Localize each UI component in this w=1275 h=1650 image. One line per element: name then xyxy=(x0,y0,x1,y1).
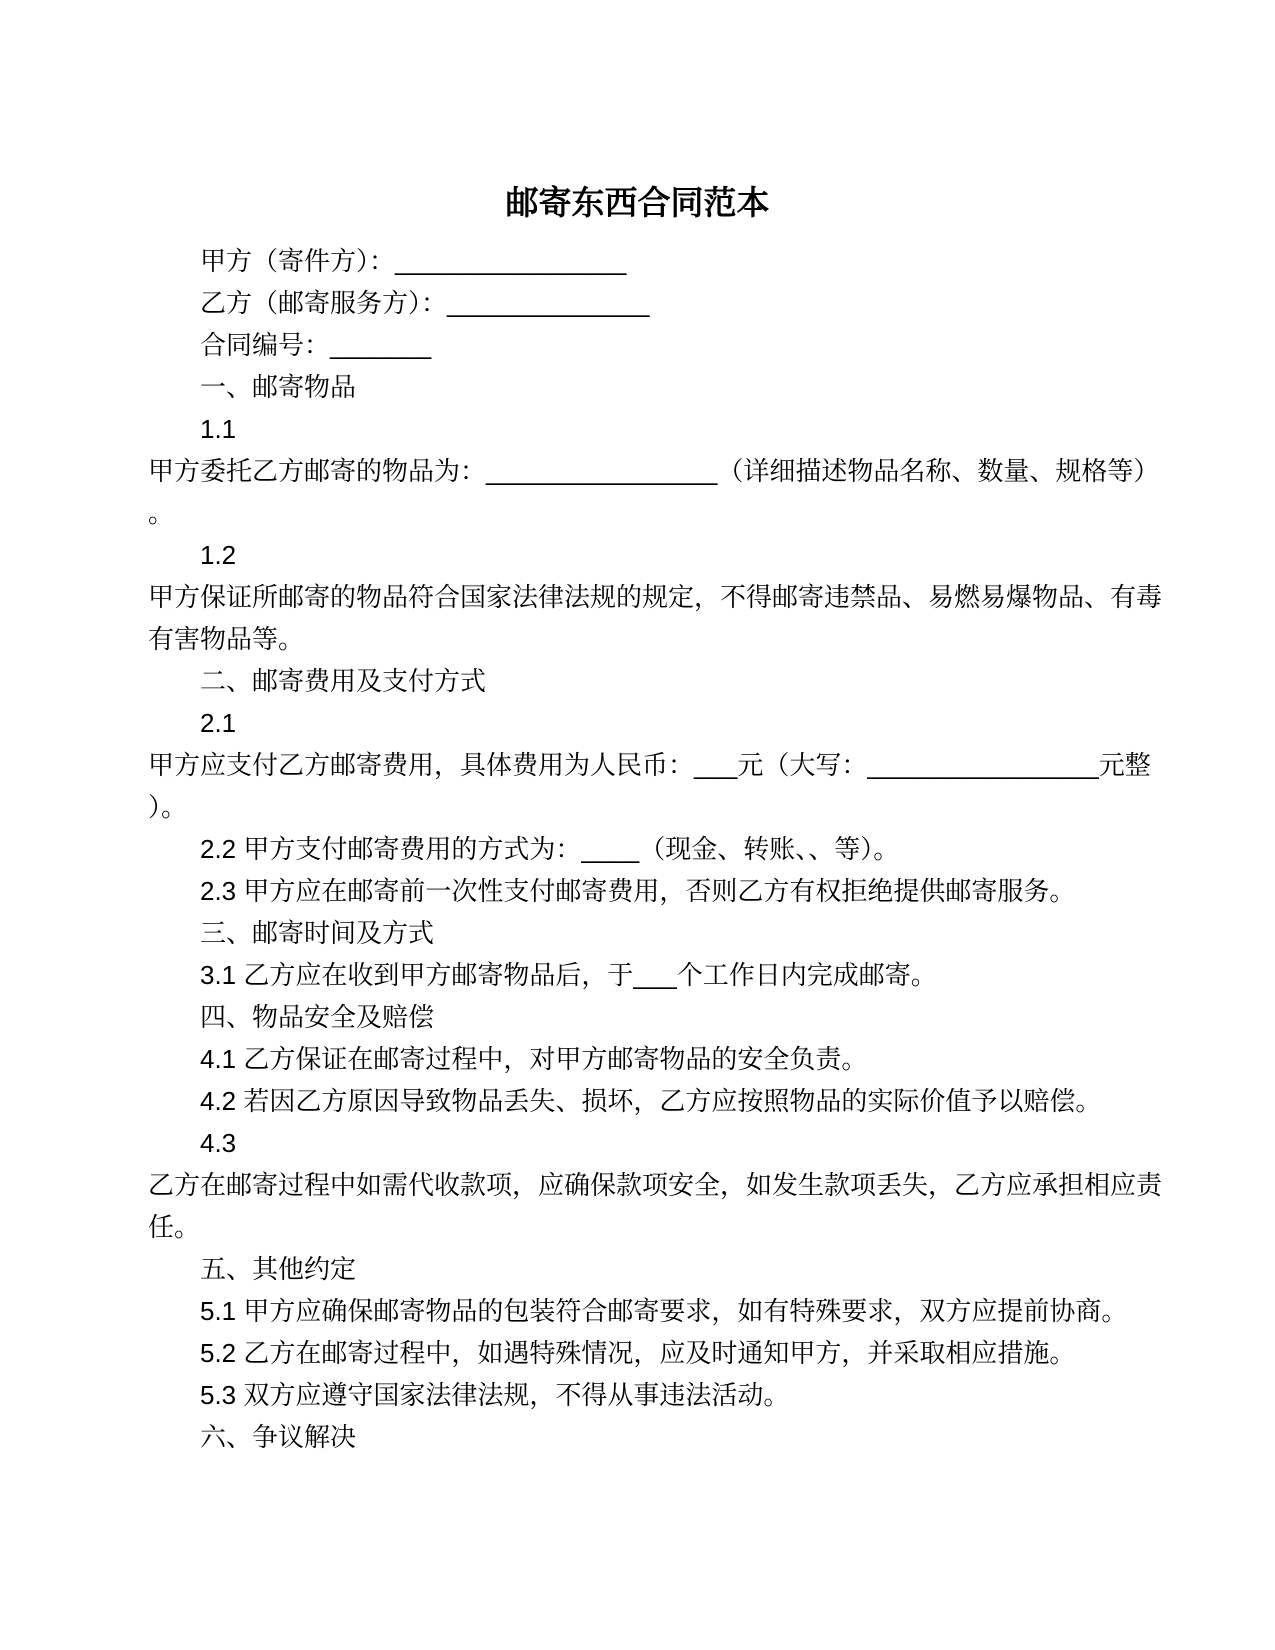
text-line: 5.3 双方应遵守国家法律法规，不得从事违法活动。 xyxy=(200,1380,790,1410)
text-line: 3.1 乙方应在收到甲方邮寄物品后，于___个工作日内完成邮寄。 xyxy=(200,960,937,990)
text-line: 一、邮寄物品 xyxy=(200,372,357,402)
text-line: 乙方（邮寄服务方）：______________ xyxy=(200,288,650,318)
text-line: 2.2 甲方支付邮寄费用的方式为：____（现金、转账、、等）。 xyxy=(200,834,900,864)
text-line: ）。 xyxy=(148,792,188,822)
text-line: 乙方在邮寄过程中如需代收款项，应确保款项安全，如发生款项丢失，乙方应承担相应责 xyxy=(148,1170,1163,1200)
page-title: 邮寄东西合同范本 xyxy=(505,184,770,221)
text-line: 4.1 乙方保证在邮寄过程中，对甲方邮寄物品的安全负责。 xyxy=(200,1044,868,1074)
text-line: 2.1 xyxy=(200,708,237,738)
text-line: 5.2 乙方在邮寄过程中，如遇特殊情况，应及时通知甲方，并采取相应措施。 xyxy=(200,1338,1076,1368)
text-line: 4.2 若因乙方原因导致物品丢失、损坏，乙方应按照物品的实际价值予以赔偿。 xyxy=(200,1086,1102,1116)
text-line: 二、邮寄费用及支付方式 xyxy=(200,666,487,696)
text-line: 。 xyxy=(148,498,175,528)
document-body xyxy=(148,240,1163,1458)
text-line: 四、物品安全及赔偿 xyxy=(200,1002,435,1032)
text-line: 1.1 xyxy=(200,414,237,444)
text-line: 有害物品等。 xyxy=(148,624,305,654)
text-line: 甲方应支付乙方邮寄费用，具体费用为人民币：___元（大写：________________元整 xyxy=(148,750,1151,780)
text-line: 六、争议解决 xyxy=(200,1422,357,1452)
text-line: 甲方委托乙方邮寄的物品为：________________（详细描述物品名称、数量、规格等） xyxy=(148,456,1160,486)
text-line: 5.1 甲方应确保邮寄物品的包装符合邮寄要求，如有特殊要求，双方应提前协商。 xyxy=(200,1296,1128,1326)
text-line: 甲方（寄件方）：________________ xyxy=(200,246,627,276)
text-line: 三、邮寄时间及方式 xyxy=(200,918,435,948)
text-line: 任。 xyxy=(148,1212,201,1242)
text-line: 1.2 xyxy=(200,540,237,570)
text-line: 合同编号：_______ xyxy=(200,330,432,360)
text-line: 甲方保证所邮寄的物品符合国家法律法规的规定，不得邮寄违禁品、易燃易爆物品、有毒 xyxy=(148,582,1163,612)
text-line: 五、其他约定 xyxy=(200,1254,357,1284)
text-line: 2.3 甲方应在邮寄前一次性支付邮寄费用，否则乙方有权拒绝提供邮寄服务。 xyxy=(200,876,1076,906)
text-line: 4.3 xyxy=(200,1128,237,1158)
